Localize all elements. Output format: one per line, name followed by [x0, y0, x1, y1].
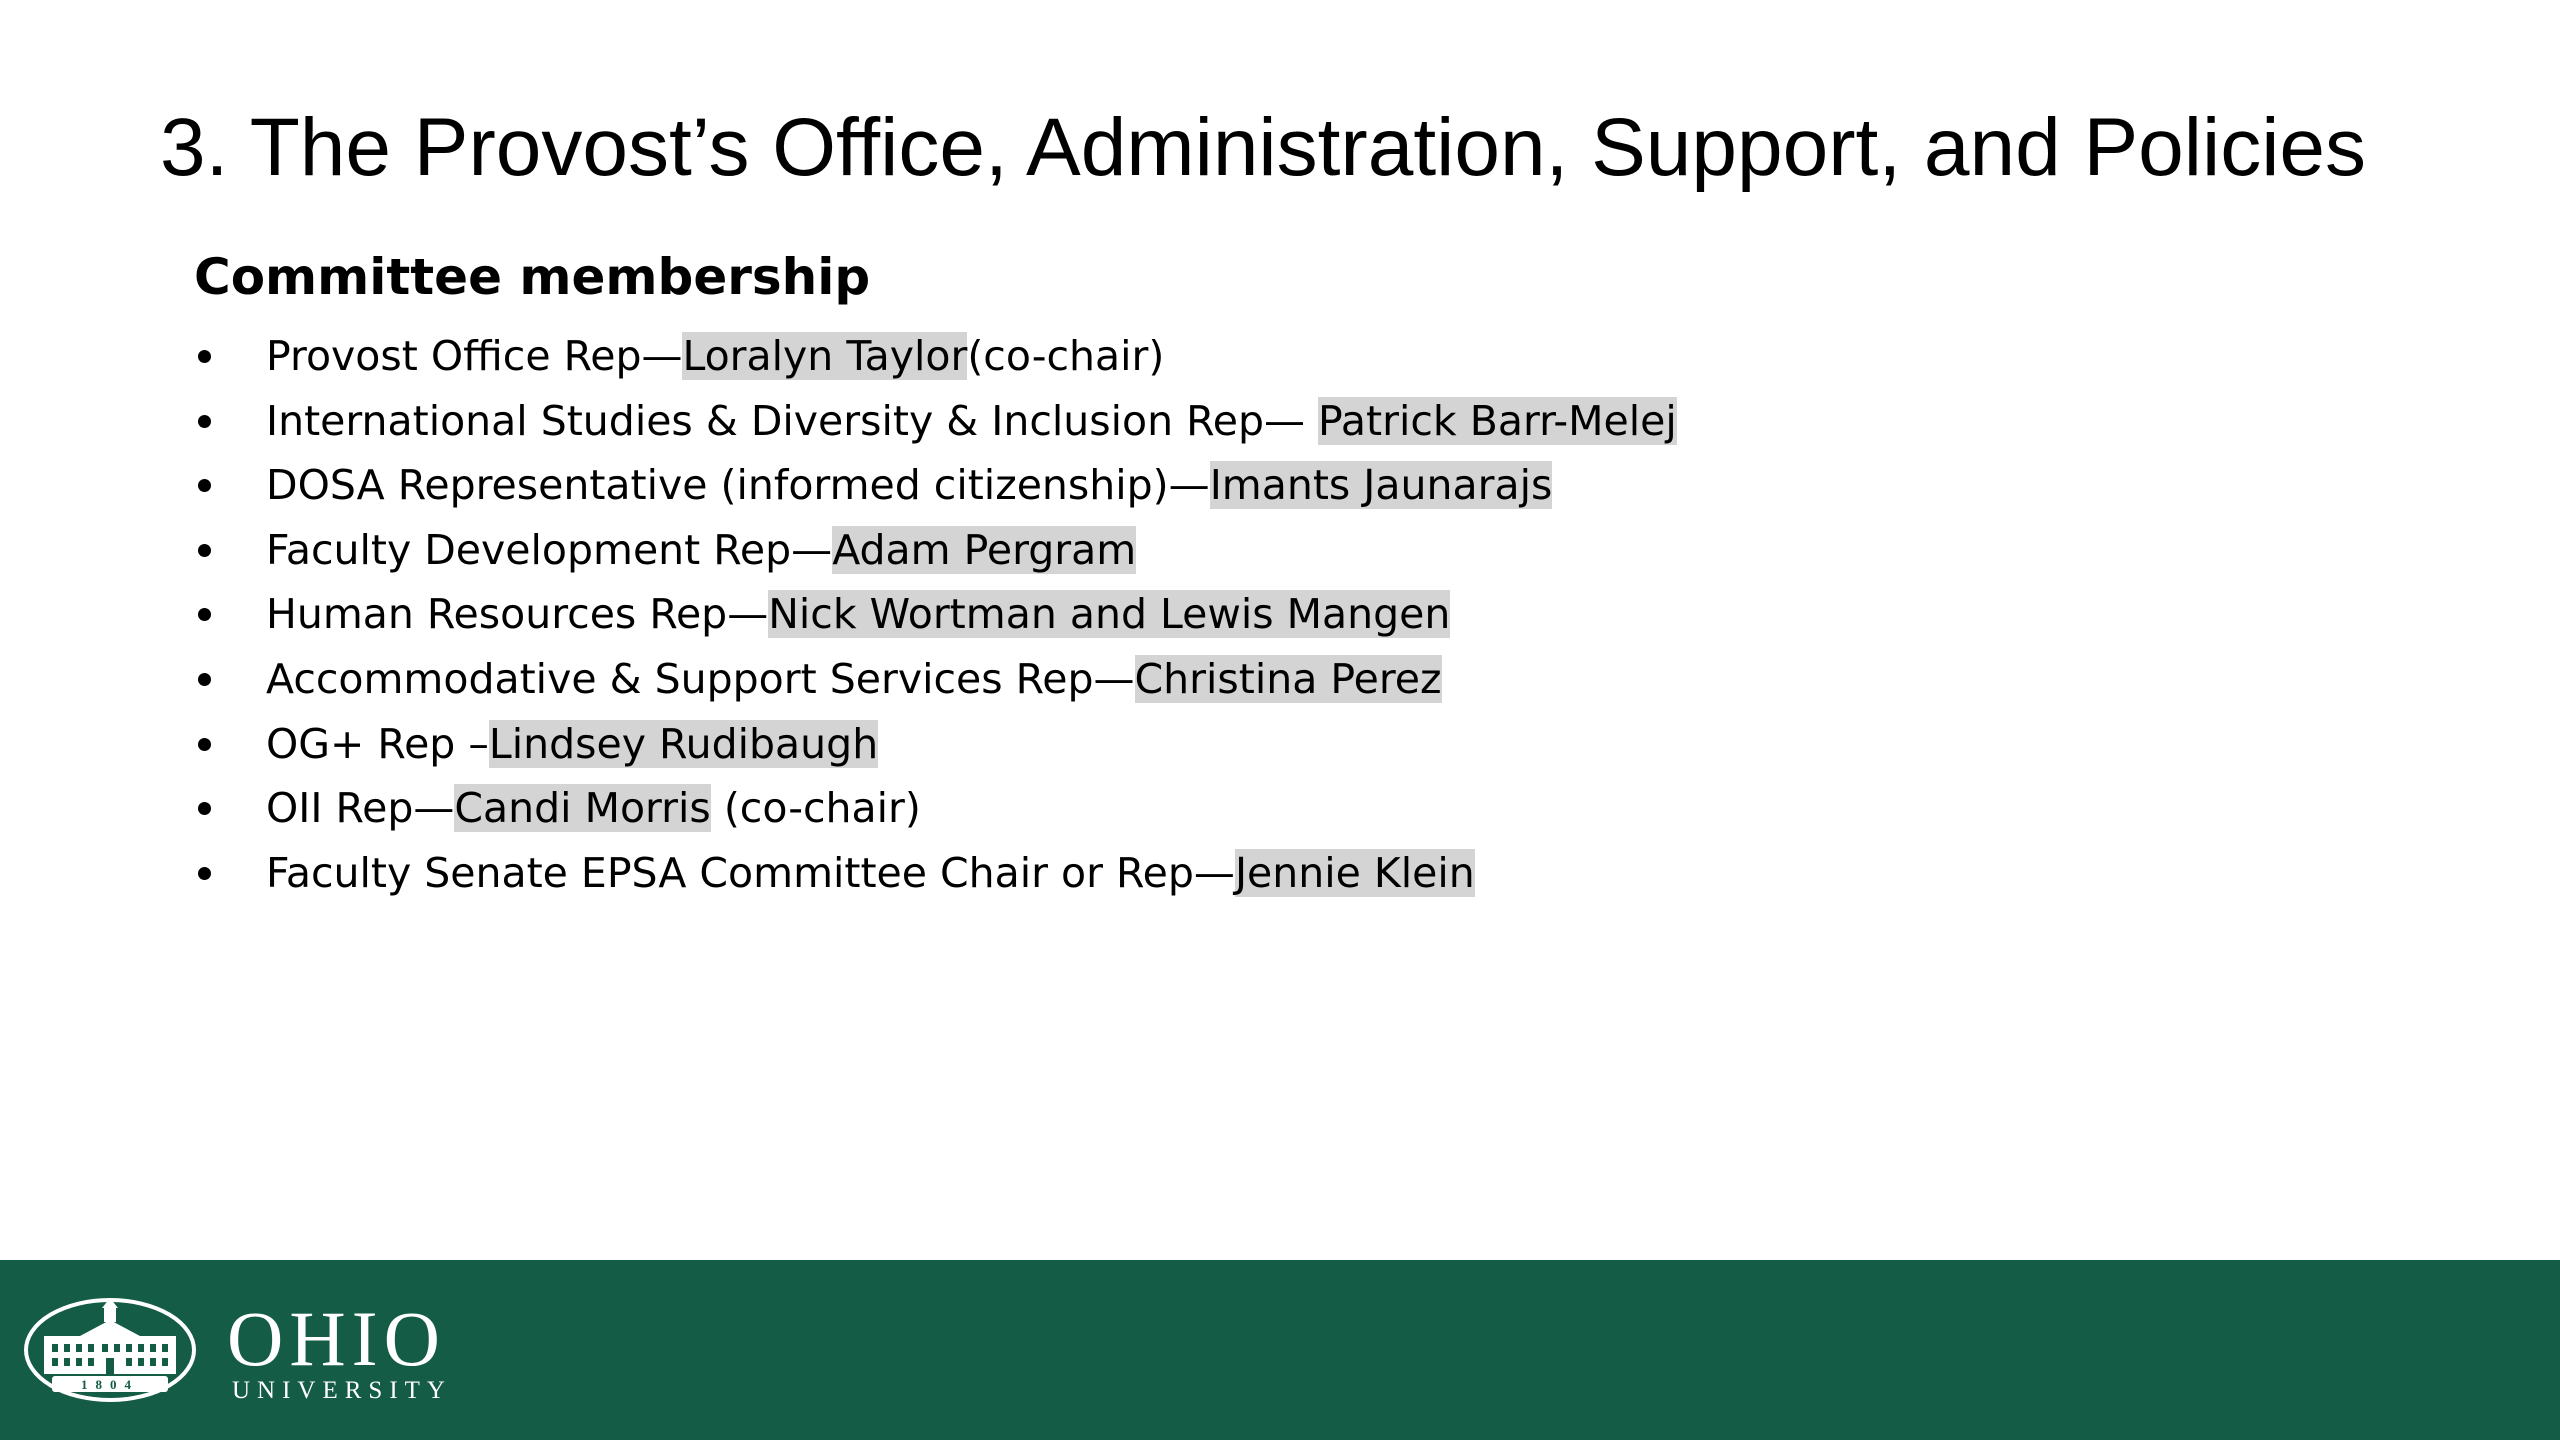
slide-title: 3. The Provost’s Office, Administration, Support, and Policies: [160, 102, 2367, 193]
member-role: OG+ Rep –: [266, 719, 489, 768]
logo-university-text: UNIVERSITY: [232, 1377, 452, 1404]
member-suffix: (co-chair): [710, 784, 921, 833]
list-item: [194, 647, 1677, 712]
list-item: [194, 453, 1677, 518]
member-name: Imants Jaunarajs: [1209, 461, 1553, 510]
bullet-icon: [198, 608, 211, 621]
bullet-icon: [198, 867, 211, 880]
member-role: International Studies & Diversity & Inclusion Rep—: [266, 396, 1319, 445]
member-name: Patrick Barr-Melej: [1318, 396, 1677, 445]
member-role: OII Rep—: [266, 784, 455, 833]
member-role: Faculty Senate EPSA Committee Chair or Rep—: [266, 848, 1235, 897]
member-name: Jennie Klein: [1234, 848, 1475, 897]
member-role: Faculty Development Rep—: [266, 525, 833, 574]
member-role: Provost Office Rep—: [266, 332, 683, 380]
list-item: [194, 776, 1677, 841]
member-suffix: (co-chair): [967, 332, 1165, 380]
bullet-icon: [198, 673, 211, 686]
list-item: [194, 712, 1677, 777]
bullet-icon: [198, 802, 211, 815]
bullet-icon: [198, 415, 211, 428]
member-role: Accommodative & Support Services Rep—: [266, 654, 1135, 703]
member-name: Christina Perez: [1134, 654, 1442, 703]
logo-year: 1804: [81, 1377, 139, 1392]
list-item: [194, 582, 1677, 647]
section-heading: Committee membership: [194, 248, 871, 306]
footer-bar: [0, 1260, 2560, 1440]
bullet-icon: [198, 479, 211, 492]
member-role: DOSA Representative (informed citizenship)—: [266, 461, 1210, 510]
bullet-icon: [198, 350, 211, 363]
member-name: Nick Wortman and Lewis Mangen: [768, 590, 1451, 639]
member-name: Adam Pergram: [832, 525, 1137, 574]
member-name: Lindsey Rudibaugh: [488, 719, 879, 768]
member-name: Candi Morris: [454, 784, 711, 833]
bullet-icon: [198, 738, 211, 751]
list-item: [194, 841, 1677, 906]
bullet-icon: [198, 544, 211, 557]
member-list: [194, 324, 1677, 905]
member-name: Loralyn Taylor: [682, 332, 968, 380]
member-role: Human Resources Rep—: [266, 590, 769, 639]
ohio-university-logo: [22, 1296, 522, 1404]
cutler-hall-icon: [22, 1296, 198, 1404]
logo-ohio-text: OHIO: [227, 1295, 446, 1382]
list-item: [194, 324, 1677, 389]
list-item: [194, 518, 1677, 583]
list-item: [194, 389, 1677, 454]
